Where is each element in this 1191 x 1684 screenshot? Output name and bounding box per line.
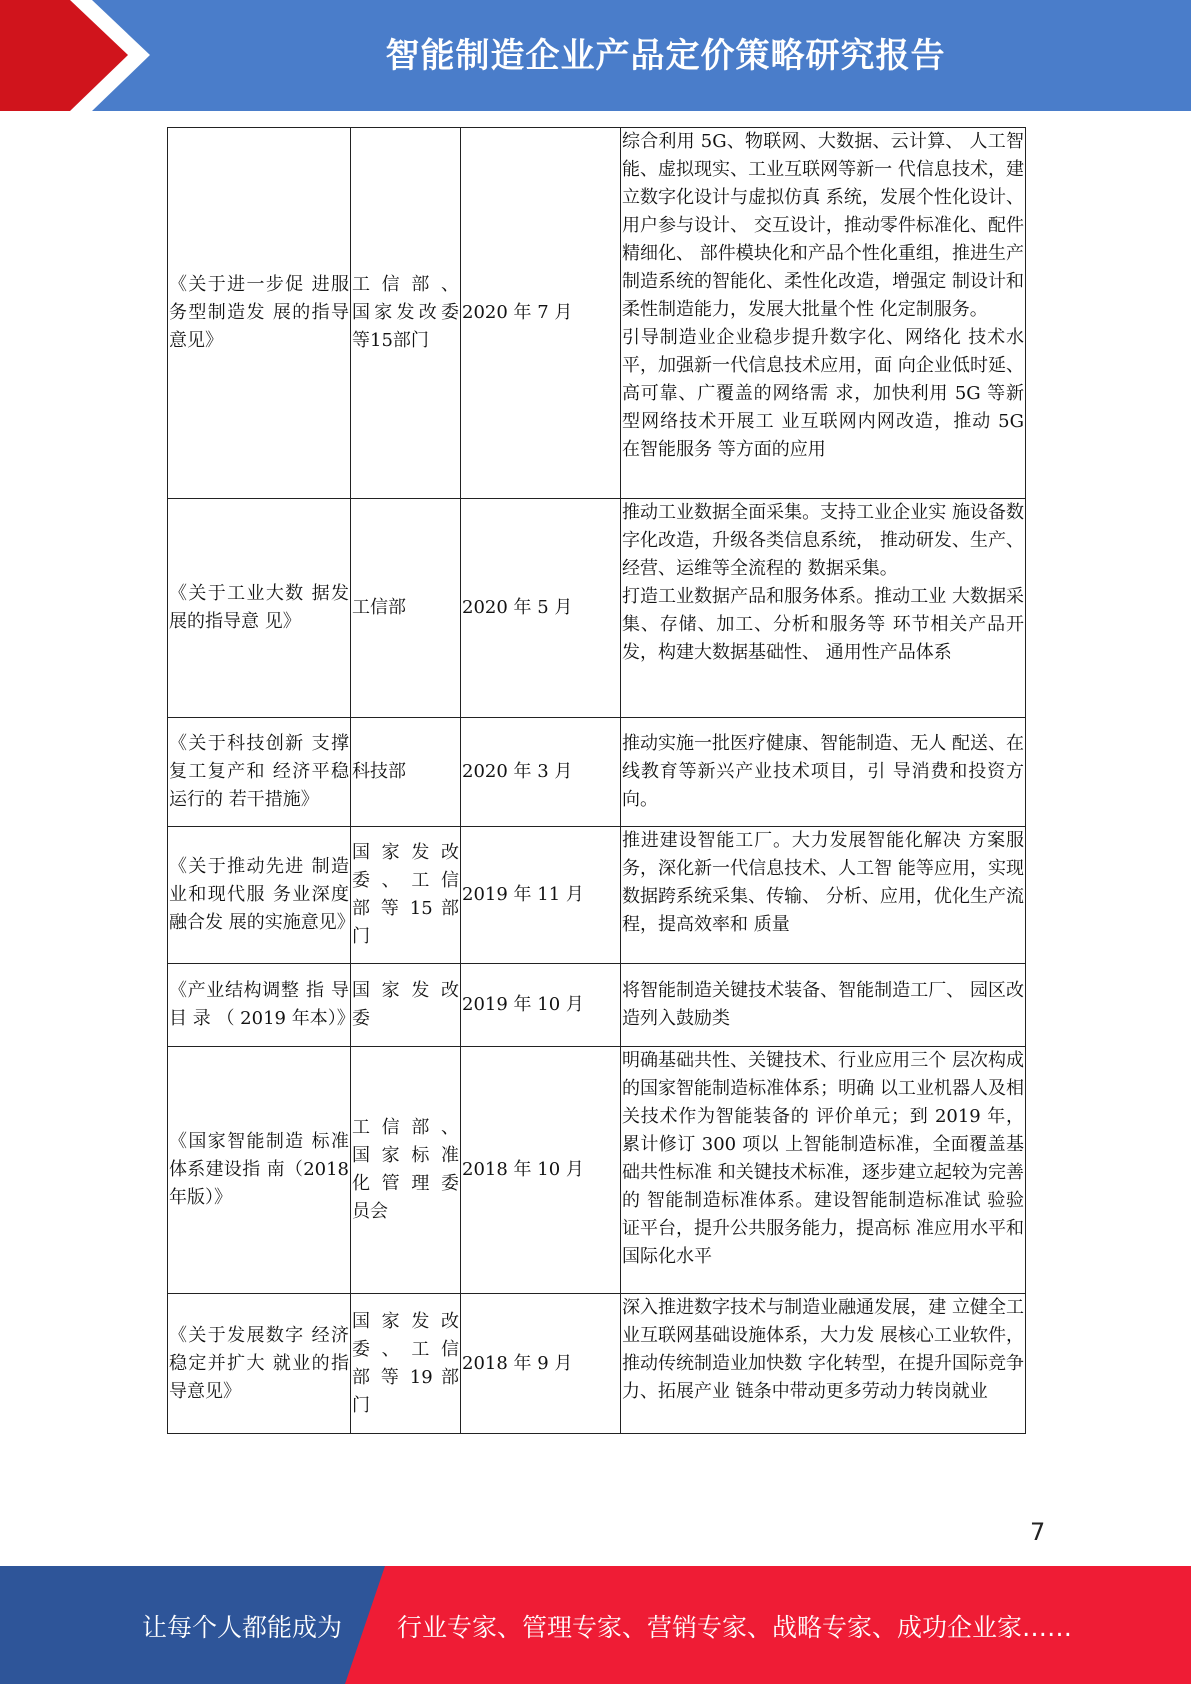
measure-paragraph: 推进建设智能工厂。大力发展智能化解决 方案服务，深化新一代信息技术、人工智 能等应用，实现数据跨系统采集、传输、 分析、应用，优化生产流程，提高效率和 质量 bbox=[622, 830, 1024, 935]
footer-slogan-right: 行业专家、管理专家、营销专家、战略专家、成功企业家…… bbox=[397, 1613, 1073, 1642]
measure-paragraph: 将智能制造关键技术装备、智能制造工厂、 园区改造列入鼓励类 bbox=[622, 980, 1024, 1029]
policy-table-container bbox=[167, 127, 1025, 1434]
report-title: 智能制造企业产品定价策略研究报告 bbox=[385, 36, 946, 76]
table-row bbox=[168, 1047, 1026, 1294]
table-row bbox=[168, 718, 1026, 827]
page-number: 7 bbox=[1030, 1518, 1046, 1546]
page-footer bbox=[0, 1566, 1191, 1684]
date-cell: 2020 年 5 月 bbox=[461, 499, 621, 718]
date-cell: 2019 年 11 月 bbox=[461, 827, 621, 964]
policy-name-cell: 《关于进一步促 进服务型制造发 展的指导意见》 bbox=[168, 128, 351, 499]
department-cell: 国 家 发 改 委 、 工 信 部 等 19 部门 bbox=[351, 1294, 461, 1434]
policy-name-cell: 《关于发展数字 经济稳定并扩大 就业的指导意见》 bbox=[168, 1294, 351, 1434]
measures-cell bbox=[621, 964, 1026, 1047]
policy-name-cell: 《关于工业大数 据发展的指导意 见》 bbox=[168, 499, 351, 718]
footer-slogan-left: 让每个人都能成为 bbox=[142, 1613, 343, 1642]
policy-name-cell: 《国家智能制造 标准体系建设指 南（2018 年版）》 bbox=[168, 1047, 351, 1294]
measures-cell bbox=[621, 718, 1026, 827]
measures-cell bbox=[621, 128, 1026, 499]
policy-name-cell: 《关于推动先进 制造业和现代服 务业深度融合发 展的实施意见》 bbox=[168, 827, 351, 964]
measure-paragraph: 明确基础共性、关键技术、行业应用三个 层次构成的国家智能制造标准体系；明确 以工业机器人及相关技术作为智能装备的 评价单元；到 2019 年，累计修订 300 项以 上智能制造标准，全面覆盖基础共性标准 和关键技术标准，逐步建立起较为完善的 智能制造标准体系。建设智能制造标准试 验验证平台，提升公共服务能力，提高标 准应用水平和国际化水平 bbox=[622, 1050, 1024, 1267]
measure-paragraph: 引导制造业企业稳步提升数字化、网络化 技术水平，加强新一代信息技术应用，面 向企业低时延、高可靠、广覆盖的网络需 求，加快利用 5G 等新型网络技术开展工 业互联网内网改造，推动 5G 在智能服务 等方面的应用 bbox=[622, 327, 1024, 460]
table-row bbox=[168, 499, 1026, 718]
policy-table bbox=[167, 127, 1026, 1434]
date-cell: 2020 年 7 月 bbox=[461, 128, 621, 499]
date-cell: 2018 年 10 月 bbox=[461, 1047, 621, 1294]
measures-cell bbox=[621, 827, 1026, 964]
measure-paragraph: 综合利用 5G、物联网、大数据、云计算、 人工智能、虚拟现实、工业互联网等新一 代信息技术，建立数字化设计与虚拟仿真 系统，发展个性化设计、用户参与设计、 交互设计，推动零件标准化、配件精细化、 部件模块化和产品个性化重组，推进生产 制造系统的智能化、柔性化改造，增强定 制设计和柔性制造能力，发展大批量个性 化定制服务。 bbox=[622, 131, 1024, 320]
department-cell: 工 信 部 、 国 家 标 准 化 管 理 委 员会 bbox=[351, 1047, 461, 1294]
policy-name-cell: 《关于科技创新 支撑复工复产和 经济平稳运行的 若干措施》 bbox=[168, 718, 351, 827]
measure-paragraph: 打造工业数据产品和服务体系。推动工业 大数据采集、存储、加工、分析和服务等 环节相关产品开发，构建大数据基础性、 通用性产品体系 bbox=[622, 586, 1024, 663]
department-cell: 国 家 发 改 委 、 工 信 部 等 15 部门 bbox=[351, 827, 461, 964]
department-cell: 国 家 发 改 委 bbox=[351, 964, 461, 1047]
date-cell: 2018 年 9 月 bbox=[461, 1294, 621, 1434]
table-row bbox=[168, 964, 1026, 1047]
department-cell: 工信部 bbox=[351, 499, 461, 718]
chevron-logo-icon bbox=[0, 0, 160, 111]
department-cell: 工 信 部 、国家发改委等15部门 bbox=[351, 128, 461, 499]
page-header bbox=[0, 0, 1191, 111]
date-cell: 2019 年 10 月 bbox=[461, 964, 621, 1047]
measures-cell bbox=[621, 1047, 1026, 1294]
date-cell: 2020 年 3 月 bbox=[461, 718, 621, 827]
table-row bbox=[168, 128, 1026, 499]
measure-paragraph: 推动工业数据全面采集。支持工业企业实 施设备数字化改造，升级各类信息系统， 推动研发、生产、经营、运维等全流程的 数据采集。 bbox=[622, 502, 1024, 579]
measure-paragraph: 深入推进数字技术与制造业融通发展，建 立健全工业互联网基础设施体系，大力发 展核心工业软件，推动传统制造业加快数 字化转型，在提升国际竞争力、拓展产业 链条中带动更多劳动力转岗就业 bbox=[622, 1297, 1024, 1402]
measures-cell bbox=[621, 499, 1026, 718]
policy-name-cell: 《产业结构调整 指 导 目 录 （ 2019 年本）》 bbox=[168, 964, 351, 1047]
department-cell: 科技部 bbox=[351, 718, 461, 827]
table-row bbox=[168, 1294, 1026, 1434]
measures-cell bbox=[621, 1294, 1026, 1434]
table-row bbox=[168, 827, 1026, 964]
measure-paragraph: 推动实施一批医疗健康、智能制造、无人 配送、在线教育等新兴产业技术项目，引 导消费和投资方向。 bbox=[622, 733, 1024, 810]
